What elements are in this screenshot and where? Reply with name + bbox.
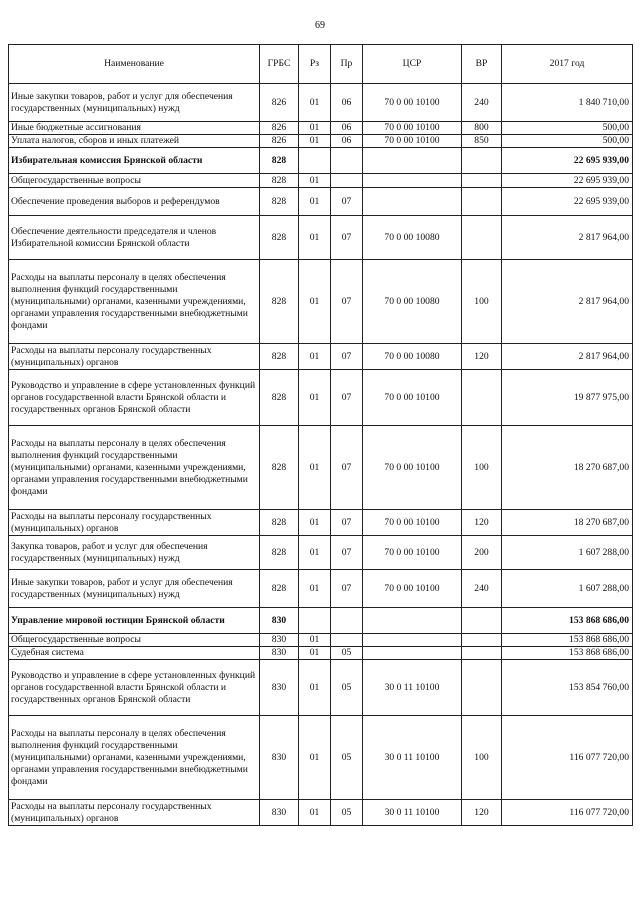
row-amount-cell: 153 868 686,00 <box>502 608 633 634</box>
row-rz-cell: 01 <box>299 216 331 260</box>
row-amount-cell: 22 695 939,00 <box>502 188 633 216</box>
row-amount-cell: 19 877 975,00 <box>502 370 633 426</box>
row-name-cell: Расходы на выплаты персоналу государственных (муниципальных) органов <box>9 344 260 370</box>
table-row <box>9 188 633 216</box>
row-name-cell: Руководство и управление в сфере установленных функций органов государственной власти Брянской области и государственных органов Брянской области <box>9 370 260 426</box>
row-rz-cell: 01 <box>299 260 331 344</box>
row-vr-cell: 100 <box>462 716 502 800</box>
row-pr-cell: 07 <box>331 510 363 536</box>
row-pr-cell: 07 <box>331 536 363 570</box>
row-rz-cell: 01 <box>299 660 331 716</box>
row-rz-cell: 01 <box>299 188 331 216</box>
row-rz-cell: 01 <box>299 510 331 536</box>
row-amount-cell: 500,00 <box>502 122 633 135</box>
row-rz-cell: 01 <box>299 370 331 426</box>
table-row <box>9 370 633 426</box>
row-amount-cell: 153 868 686,00 <box>502 647 633 660</box>
row-vr-cell: 100 <box>462 260 502 344</box>
row-csr-cell: 70 0 00 10080 <box>363 344 462 370</box>
table-row <box>9 344 633 370</box>
table-row <box>9 570 633 608</box>
row-csr-cell: 70 0 00 10100 <box>363 426 462 510</box>
row-csr-cell: 70 0 00 10100 <box>363 135 462 148</box>
row-name-cell: Расходы на выплаты персоналу государственных (муниципальных) органов <box>9 800 260 826</box>
row-pr-cell: 05 <box>331 800 363 826</box>
row-rz-cell: 01 <box>299 647 331 660</box>
row-grbs-cell: 828 <box>260 510 299 536</box>
row-amount-cell: 116 077 720,00 <box>502 800 633 826</box>
row-rz-cell: 01 <box>299 570 331 608</box>
row-grbs-cell: 828 <box>260 174 299 188</box>
row-csr-cell: 70 0 00 10100 <box>363 570 462 608</box>
row-grbs-cell: 828 <box>260 260 299 344</box>
row-csr-cell: 70 0 00 10100 <box>363 122 462 135</box>
row-pr-cell <box>331 174 363 188</box>
table-row <box>9 260 633 344</box>
table-row <box>9 634 633 647</box>
row-amount-cell: 153 868 686,00 <box>502 634 633 647</box>
row-vr-cell <box>462 634 502 647</box>
row-grbs-cell: 826 <box>260 84 299 122</box>
row-grbs-cell: 830 <box>260 716 299 800</box>
row-grbs-cell: 830 <box>260 660 299 716</box>
row-grbs-cell: 828 <box>260 148 299 174</box>
row-pr-cell: 05 <box>331 647 363 660</box>
row-pr-cell <box>331 608 363 634</box>
table-row <box>9 426 633 510</box>
row-vr-cell <box>462 608 502 634</box>
row-vr-cell <box>462 660 502 716</box>
row-amount-cell: 18 270 687,00 <box>502 426 633 510</box>
table-row <box>9 660 633 716</box>
row-pr-cell: 06 <box>331 122 363 135</box>
row-amount-cell: 1 840 710,00 <box>502 84 633 122</box>
row-pr-cell: 07 <box>331 260 363 344</box>
row-rz-cell: 01 <box>299 344 331 370</box>
row-vr-cell <box>462 647 502 660</box>
budget-table <box>8 44 633 826</box>
row-vr-cell: 120 <box>462 800 502 826</box>
header-name: Наименование <box>9 45 260 84</box>
table-header-row <box>9 45 633 84</box>
row-amount-cell: 2 817 964,00 <box>502 260 633 344</box>
header-vr: ВР <box>462 45 502 84</box>
header-csr: ЦСР <box>363 45 462 84</box>
row-rz-cell: 01 <box>299 174 331 188</box>
row-csr-cell: 70 0 00 10100 <box>363 370 462 426</box>
header-rz: Рз <box>299 45 331 84</box>
row-amount-cell: 153 854 760,00 <box>502 660 633 716</box>
row-csr-cell <box>363 174 462 188</box>
row-name-cell: Расходы на выплаты персоналу в целях обеспечения выполнения функций государственными (муниципальными) органами, казенными учреждениями, органами управления государственными внебюджетными фондами <box>9 260 260 344</box>
row-rz-cell: 01 <box>299 426 331 510</box>
row-csr-cell <box>363 188 462 216</box>
row-amount-cell: 22 695 939,00 <box>502 148 633 174</box>
row-csr-cell: 30 0 11 10100 <box>363 716 462 800</box>
row-csr-cell <box>363 148 462 174</box>
header-amount-2017: 2017 год <box>502 45 633 84</box>
row-pr-cell: 05 <box>331 660 363 716</box>
row-name-cell: Расходы на выплаты персоналу в целях обеспечения выполнения функций государственными (муниципальными) органами, казенными учреждениями, органами управления государственными внебюджетными фондами <box>9 426 260 510</box>
row-rz-cell: 01 <box>299 84 331 122</box>
row-grbs-cell: 828 <box>260 188 299 216</box>
row-vr-cell <box>462 188 502 216</box>
row-csr-cell: 70 0 00 10100 <box>363 536 462 570</box>
row-grbs-cell: 828 <box>260 536 299 570</box>
row-rz-cell: 01 <box>299 800 331 826</box>
row-rz-cell: 01 <box>299 122 331 135</box>
row-name-cell: Расходы на выплаты персоналу в целях обеспечения выполнения функций государственными (муниципальными) органами, казенными учреждениями, органами управления государственными внебюджетными фондами <box>9 716 260 800</box>
row-name-cell: Обеспечение деятельности председателя и членов Избирательной комиссии Брянской области <box>9 216 260 260</box>
row-pr-cell: 06 <box>331 84 363 122</box>
row-rz-cell: 01 <box>299 135 331 148</box>
row-vr-cell <box>462 148 502 174</box>
row-amount-cell: 500,00 <box>502 135 633 148</box>
row-name-cell: Иные закупки товаров, работ и услуг для обеспечения государственных (муниципальных) нужд <box>9 570 260 608</box>
row-pr-cell: 07 <box>331 216 363 260</box>
row-grbs-cell: 826 <box>260 135 299 148</box>
row-name-cell: Общегосударственные вопросы <box>9 174 260 188</box>
row-pr-cell: 06 <box>331 135 363 148</box>
page-number: 69 <box>315 20 325 31</box>
row-csr-cell: 70 0 00 10080 <box>363 216 462 260</box>
row-csr-cell <box>363 634 462 647</box>
row-rz-cell <box>299 608 331 634</box>
row-name-cell: Уплата налогов, сборов и иных платежей <box>9 135 260 148</box>
table-row <box>9 800 633 826</box>
table-row <box>9 148 633 174</box>
row-vr-cell: 120 <box>462 344 502 370</box>
row-grbs-cell: 828 <box>260 216 299 260</box>
row-grbs-cell: 830 <box>260 634 299 647</box>
row-amount-cell: 2 817 964,00 <box>502 344 633 370</box>
row-grbs-cell: 830 <box>260 647 299 660</box>
header-pr: Пр <box>331 45 363 84</box>
row-amount-cell: 18 270 687,00 <box>502 510 633 536</box>
row-vr-cell: 200 <box>462 536 502 570</box>
table-row <box>9 216 633 260</box>
row-name-cell: Закупка товаров, работ и услуг для обеспечения государственных (муниципальных) нужд <box>9 536 260 570</box>
row-amount-cell: 1 607 288,00 <box>502 570 633 608</box>
row-grbs-cell: 826 <box>260 122 299 135</box>
row-pr-cell <box>331 634 363 647</box>
table-row <box>9 608 633 634</box>
row-amount-cell: 116 077 720,00 <box>502 716 633 800</box>
row-grbs-cell: 830 <box>260 608 299 634</box>
table-row <box>9 536 633 570</box>
row-rz-cell: 01 <box>299 536 331 570</box>
row-csr-cell: 70 0 00 10100 <box>363 84 462 122</box>
row-vr-cell: 850 <box>462 135 502 148</box>
row-name-cell: Общегосударственные вопросы <box>9 634 260 647</box>
row-vr-cell <box>462 174 502 188</box>
table-row <box>9 647 633 660</box>
row-vr-cell: 800 <box>462 122 502 135</box>
table-row <box>9 174 633 188</box>
row-vr-cell: 240 <box>462 570 502 608</box>
row-pr-cell <box>331 148 363 174</box>
row-rz-cell <box>299 148 331 174</box>
row-csr-cell: 30 0 11 10100 <box>363 800 462 826</box>
row-vr-cell <box>462 370 502 426</box>
row-name-cell: Избирательная комиссия Брянской области <box>9 148 260 174</box>
row-csr-cell: 70 0 00 10100 <box>363 510 462 536</box>
row-grbs-cell: 828 <box>260 426 299 510</box>
table-row <box>9 122 633 135</box>
row-vr-cell <box>462 216 502 260</box>
row-name-cell: Иные закупки товаров, работ и услуг для обеспечения государственных (муниципальных) нужд <box>9 84 260 122</box>
row-name-cell: Обеспечение проведения выборов и референдумов <box>9 188 260 216</box>
row-rz-cell: 01 <box>299 716 331 800</box>
row-grbs-cell: 830 <box>260 800 299 826</box>
row-pr-cell: 07 <box>331 570 363 608</box>
row-vr-cell: 240 <box>462 84 502 122</box>
row-csr-cell: 30 0 11 10100 <box>363 660 462 716</box>
row-csr-cell <box>363 608 462 634</box>
row-amount-cell: 1 607 288,00 <box>502 536 633 570</box>
table-row <box>9 84 633 122</box>
row-pr-cell: 07 <box>331 344 363 370</box>
row-grbs-cell: 828 <box>260 370 299 426</box>
row-amount-cell: 22 695 939,00 <box>502 174 633 188</box>
row-pr-cell: 07 <box>331 370 363 426</box>
row-pr-cell: 07 <box>331 426 363 510</box>
header-grbs: ГРБС <box>260 45 299 84</box>
row-csr-cell: 70 0 00 10080 <box>363 260 462 344</box>
row-vr-cell: 120 <box>462 510 502 536</box>
row-pr-cell: 07 <box>331 188 363 216</box>
row-vr-cell: 100 <box>462 426 502 510</box>
row-pr-cell: 05 <box>331 716 363 800</box>
row-name-cell: Судебная система <box>9 647 260 660</box>
table-row <box>9 716 633 800</box>
table-body <box>9 84 633 826</box>
row-grbs-cell: 828 <box>260 344 299 370</box>
table-row <box>9 135 633 148</box>
row-rz-cell: 01 <box>299 634 331 647</box>
row-csr-cell <box>363 647 462 660</box>
row-name-cell: Расходы на выплаты персоналу государственных (муниципальных) органов <box>9 510 260 536</box>
row-name-cell: Руководство и управление в сфере установленных функций органов государственной власти Брянской области и государственных органов Брянской области <box>9 660 260 716</box>
row-name-cell: Иные бюджетные ассигнования <box>9 122 260 135</box>
row-name-cell: Управление мировой юстиции Брянской области <box>9 608 260 634</box>
row-grbs-cell: 828 <box>260 570 299 608</box>
row-amount-cell: 2 817 964,00 <box>502 216 633 260</box>
table-row <box>9 510 633 536</box>
